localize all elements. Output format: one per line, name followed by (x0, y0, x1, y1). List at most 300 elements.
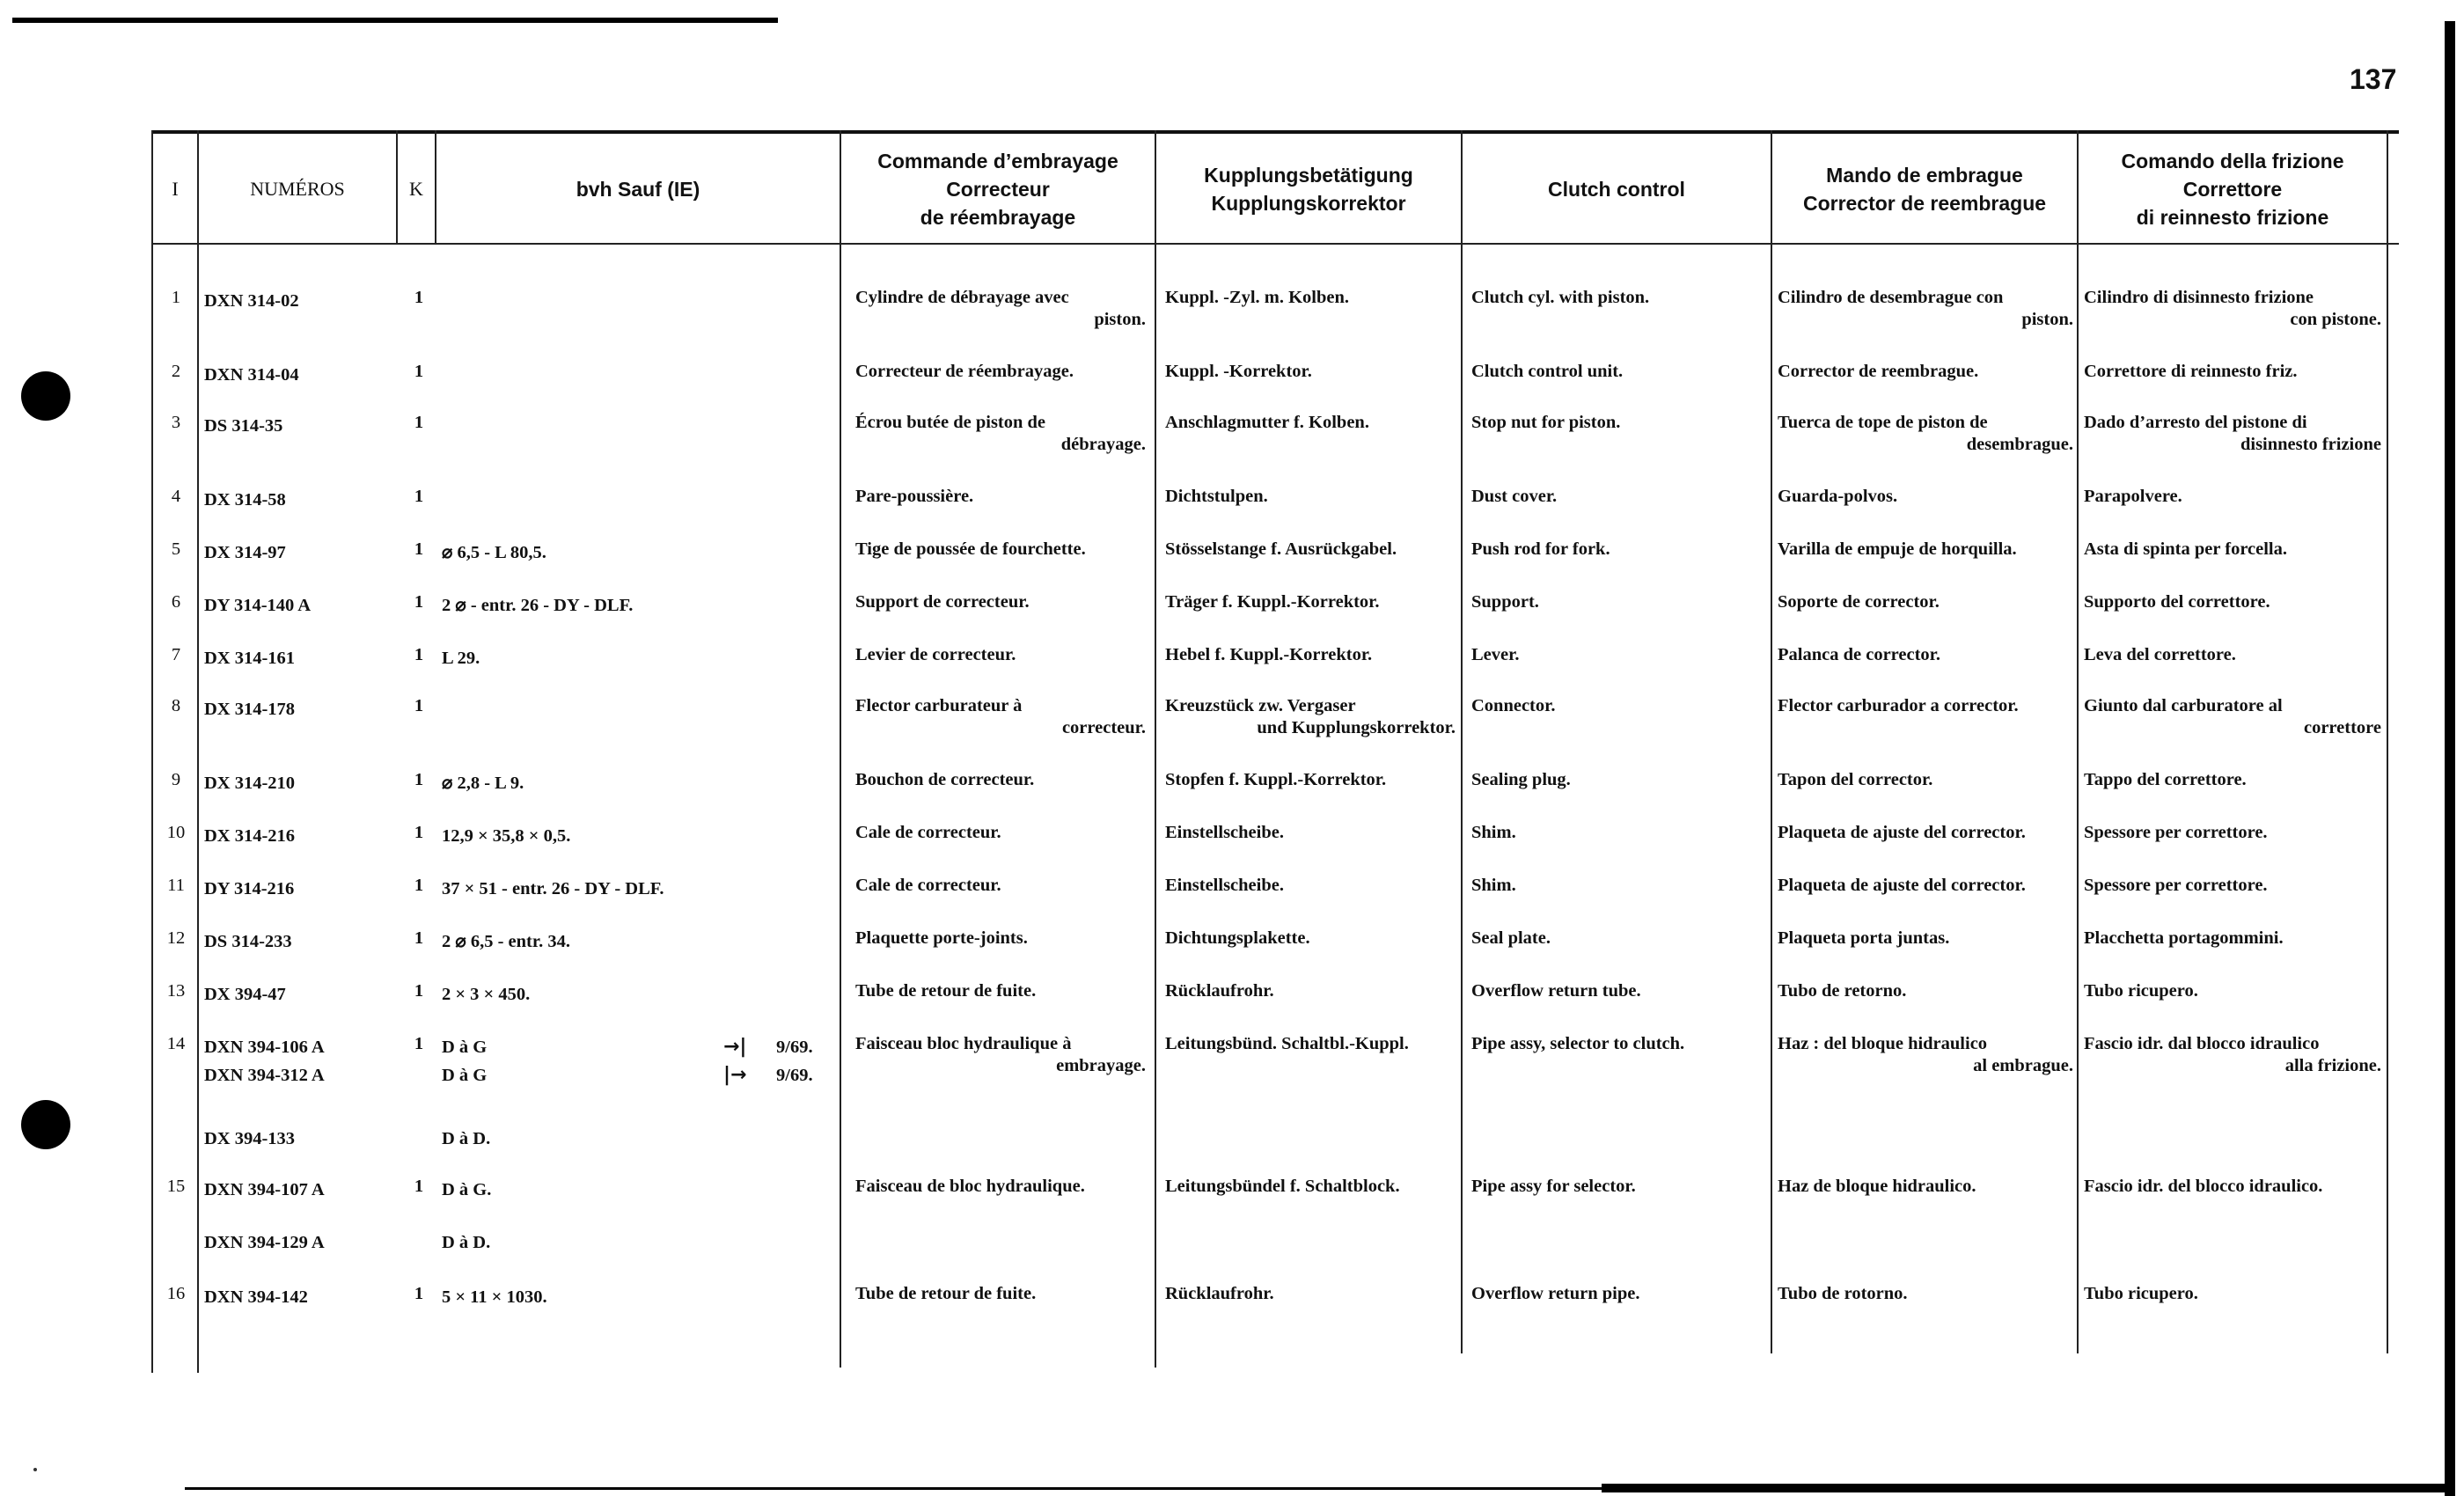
description-fr (855, 591, 1146, 613)
description-it (2084, 980, 2381, 1002)
description-it (2084, 539, 2381, 561)
description-de (1165, 980, 1456, 1002)
description-line: Faisceau bloc hydraulique à (855, 1034, 1072, 1053)
row-index: 15 (166, 1177, 186, 1196)
description-de (1165, 1176, 1456, 1198)
row-index: 10 (166, 823, 186, 842)
header-separator (151, 243, 2399, 245)
description-line: piston. (2021, 310, 2073, 329)
description-line: Stop nut for piston. (1471, 413, 1621, 432)
description-line: Support. (1471, 592, 1539, 612)
quantity-k: 1 (414, 413, 424, 432)
description-line: und Kupplungskorrektor. (1257, 718, 1456, 737)
bvh-spec-cell (442, 769, 829, 797)
description-line: Bouchon de correcteur. (855, 770, 1035, 789)
description-line: Overflow return pipe. (1471, 1284, 1640, 1303)
bvh-spec-cell (442, 644, 829, 672)
description-line: Soporte de corrector. (1778, 592, 1940, 612)
part-number-cell (204, 695, 389, 723)
description-fr (855, 695, 1146, 739)
row-index: 11 (167, 876, 185, 895)
part-number-cell (204, 361, 389, 389)
row-index: 5 (171, 539, 181, 559)
quantity-k: 1 (414, 1034, 424, 1053)
description-line: Pipe assy for selector. (1471, 1177, 1636, 1196)
description-line: al embrague. (1973, 1056, 2073, 1075)
part-number-cell (204, 1228, 389, 1257)
description-fr (855, 980, 1146, 1002)
description-line: Dichtungsplakette. (1165, 928, 1310, 948)
row-index: 14 (166, 1034, 186, 1053)
bvh-spec: 2 ⌀ 6,5 - entr. 34. (442, 932, 570, 951)
bvh-spec-cell (442, 1176, 829, 1204)
description-de (1165, 361, 1456, 383)
description-es (1778, 1176, 2073, 1198)
description-es (1778, 822, 2073, 844)
bvh-spec: D à G. (442, 1180, 492, 1199)
description-fr (855, 1033, 1146, 1077)
bvh-spec: ⌀ 6,5 - L 80,5. (442, 543, 546, 562)
top-rule (12, 18, 778, 23)
page-number: 137 (2350, 63, 2397, 95)
description-line: Tuerca de tope de piston de (1778, 413, 1988, 432)
part-number: DY 314-216 (204, 879, 295, 898)
description-line: alla frizione. (2284, 1056, 2381, 1075)
date-change (723, 1033, 840, 1061)
quantity-k: 1 (414, 362, 424, 381)
description-fr (855, 769, 1146, 791)
header-italian: Comando della frizione Correttore di reinnesto frizione (2121, 150, 2344, 229)
quantity-k: 1 (414, 288, 424, 307)
date-value: 9/69. (776, 1038, 813, 1057)
description-line: Cale de correcteur. (855, 823, 1001, 842)
description-es (1778, 361, 2073, 383)
bvh-spec-cell (442, 1283, 829, 1311)
part-number-cell (204, 1176, 389, 1204)
description-line: Support de correcteur. (855, 592, 1030, 612)
description-line: Leitungsbündel f. Schaltblock. (1165, 1177, 1400, 1196)
description-de (1165, 875, 1456, 897)
row-index: 6 (171, 592, 181, 612)
description-es (1778, 1283, 2073, 1305)
description-line: Dust cover. (1471, 487, 1558, 506)
description-en (1471, 1283, 1762, 1305)
description-en (1471, 361, 1762, 383)
quantity-k: 1 (414, 823, 424, 842)
description-line: con pistone. (2290, 310, 2381, 329)
table-row (151, 361, 2399, 414)
description-line: Cale de correcteur. (855, 876, 1001, 895)
description-line: Träger f. Kuppl.-Korrektor. (1165, 592, 1380, 612)
description-line: Pipe assy, selector to clutch. (1471, 1034, 1685, 1053)
bvh-spec: ⌀ 2,8 - L 9. (442, 774, 524, 793)
description-it (2084, 1283, 2381, 1305)
header-numeros: NUMÉROS (250, 178, 345, 200)
part-number: DXN 314-04 (204, 365, 299, 385)
description-it (2084, 1176, 2381, 1198)
description-line: Plaquette porte-joints. (855, 928, 1028, 948)
part-number: DS 314-35 (204, 416, 283, 436)
part-number: DX 394-47 (204, 985, 286, 1004)
description-de (1165, 539, 1456, 561)
description-en (1471, 412, 1762, 434)
bvh-spec: D à D. (442, 1129, 491, 1148)
part-number-cell (204, 980, 389, 1008)
description-en (1471, 1033, 1762, 1055)
quantity-k: 1 (414, 592, 424, 612)
bvh-spec: D à G (442, 1066, 488, 1085)
description-line: Connector. (1471, 696, 1556, 715)
description-line: Shim. (1471, 876, 1516, 895)
description-en (1471, 591, 1762, 613)
description-de (1165, 412, 1456, 434)
description-line: Tige de poussée de fourchette. (855, 539, 1086, 559)
header-french: Commande d’embrayage Correcteur de réembrayage (877, 150, 1118, 229)
part-number: DX 394-133 (204, 1129, 296, 1148)
description-line: Push rod for fork. (1471, 539, 1610, 559)
description-fr (855, 875, 1146, 897)
description-line: Rücklaufrohr. (1165, 981, 1274, 1001)
quantity-k: 1 (414, 539, 424, 559)
right-edge-bar (2445, 21, 2455, 1496)
part-number: DY 314-140 A (204, 596, 312, 615)
part-number: DXN 394-312 A (204, 1066, 325, 1085)
description-line: Spessore per correttore. (2084, 876, 2268, 895)
description-line: Levier de correcteur. (855, 645, 1016, 664)
table-row (151, 769, 2399, 822)
description-es (1778, 412, 2073, 456)
description-de (1165, 486, 1456, 508)
description-line: Dado d’arresto del pistone di (2084, 413, 2307, 432)
row-index: 7 (171, 645, 181, 664)
bvh-spec: 2 × 3 × 450. (442, 985, 531, 1004)
description-en (1471, 928, 1762, 950)
description-es (1778, 287, 2073, 331)
description-it (2084, 287, 2381, 331)
bvh-spec: D à G (442, 1038, 488, 1057)
part-number: DXN 314-02 (204, 291, 299, 311)
description-de (1165, 822, 1456, 844)
description-line: Haz de bloque hidraulico. (1778, 1177, 1976, 1196)
table-row (151, 287, 2399, 340)
description-it (2084, 695, 2381, 739)
part-number-cell (204, 769, 389, 797)
part-number-cell (204, 412, 389, 440)
part-number: DX 314-178 (204, 700, 296, 719)
description-line: embrayage. (1056, 1056, 1146, 1075)
description-line: Clutch control unit. (1471, 362, 1624, 381)
description-es (1778, 769, 2073, 791)
description-de (1165, 695, 1456, 739)
description-it (2084, 591, 2381, 613)
bvh-spec-cell (442, 1125, 829, 1153)
bvh-spec: 5 × 11 × 1030. (442, 1287, 547, 1307)
description-line: Anschlagmutter f. Kolben. (1165, 413, 1369, 432)
description-line: Tubo ricupero. (2084, 981, 2198, 1001)
part-number: DXN 394-142 (204, 1287, 308, 1307)
description-it (2084, 486, 2381, 508)
description-line: Fascio idr. dal blocco idraulico (2084, 1034, 2320, 1053)
part-number: DX 314-58 (204, 490, 286, 510)
description-line: Faisceau de bloc hydraulique. (855, 1177, 1085, 1196)
part-number-cell (204, 591, 389, 620)
description-en (1471, 486, 1762, 508)
part-number: DX 314-97 (204, 543, 286, 562)
description-es (1778, 695, 2073, 717)
description-en (1471, 695, 1762, 717)
table-row (151, 486, 2399, 539)
part-number-cell (204, 287, 389, 315)
description-line: débrayage. (1060, 435, 1146, 454)
bvh-spec-cell (442, 980, 829, 1008)
quantity-k: 1 (414, 981, 424, 1001)
bvh-spec-cell (442, 1228, 829, 1257)
description-line: disinnesto frizione (2240, 435, 2381, 454)
header-german: Kupplungsbetätigung Kupplungskorrektor (1204, 164, 1413, 215)
table-row (151, 928, 2399, 980)
description-line: Kuppl. -Zyl. m. Kolben. (1165, 288, 1350, 307)
part-number-cell (204, 875, 389, 903)
description-line: Lever. (1471, 645, 1520, 664)
description-line: Giunto dal carburatore al (2084, 696, 2283, 715)
description-line: Palanca de corrector. (1778, 645, 1941, 664)
description-line: Pare-poussière. (855, 487, 974, 506)
header-k: K (409, 178, 423, 200)
description-line: Tubo de rotorno. (1778, 1284, 1908, 1303)
bvh-spec-cell (442, 822, 829, 850)
description-line: Tubo de retorno. (1778, 981, 1907, 1001)
part-number-cell (204, 822, 389, 850)
description-line: Spessore per correttore. (2084, 823, 2268, 842)
bvh-spec: 37 × 51 - entr. 26 - DY - DLF. (442, 879, 664, 898)
description-line: Placchetta portagommini. (2084, 928, 2284, 948)
table-row (151, 1283, 2399, 1336)
description-en (1471, 980, 1762, 1002)
bottom-rule (185, 1487, 1610, 1490)
bvh-spec-cell (442, 539, 829, 567)
description-line: Overflow return tube. (1471, 981, 1641, 1001)
table-row (151, 695, 2399, 748)
description-line: Supporto del correttore. (2084, 592, 2270, 612)
table-row (151, 1228, 2399, 1281)
description-line: Shim. (1471, 823, 1516, 842)
header-english: Clutch control (1548, 178, 1685, 201)
description-de (1165, 928, 1456, 950)
part-number: DS 314-233 (204, 932, 292, 951)
description-it (2084, 1033, 2381, 1077)
description-es (1778, 486, 2073, 508)
header-index: I (172, 178, 179, 200)
description-line: Clutch cyl. with piston. (1471, 288, 1650, 307)
description-line: Dichtstulpen. (1165, 487, 1268, 506)
description-line: Tube de retour de fuite. (855, 1284, 1037, 1303)
description-fr (855, 644, 1146, 666)
table-row (151, 875, 2399, 928)
row-index: 3 (171, 413, 181, 432)
description-line: Tapon del corrector. (1778, 770, 1933, 789)
description-en (1471, 644, 1762, 666)
row-index: 12 (166, 928, 186, 948)
row-index: 4 (171, 487, 181, 506)
description-line: Kuppl. -Korrektor. (1165, 362, 1312, 381)
header-spanish: Mando de embrague Corrector de reembrague (1802, 164, 2047, 215)
bvh-spec-cell (442, 591, 829, 620)
description-line: Correcteur de réembrayage. (855, 362, 1074, 381)
arrow-out-icon: |→ (723, 1064, 747, 1086)
description-fr (855, 412, 1146, 456)
description-line: Hebel f. Kuppl.-Korrektor. (1165, 645, 1373, 664)
description-line: piston. (1094, 310, 1146, 329)
part-number-cell (204, 1283, 389, 1311)
part-number-cell (204, 1125, 389, 1153)
bvh-spec: 2 ⌀ - entr. 26 - DY - DLF. (442, 596, 634, 615)
description-line: Cilindro de desembrague con (1778, 288, 2004, 307)
binder-hole-top (21, 371, 70, 421)
description-line: Kreuzstück zw. Vergaser (1165, 696, 1356, 715)
bvh-spec-cell (442, 875, 829, 903)
quantity-k: 1 (414, 1177, 424, 1196)
quantity-k: 1 (414, 876, 424, 895)
description-it (2084, 875, 2381, 897)
description-it (2084, 644, 2381, 666)
description-de (1165, 769, 1456, 791)
description-it (2084, 361, 2381, 383)
row-index: 2 (171, 362, 181, 381)
description-es (1778, 1033, 2073, 1077)
description-line: Stösselstange f. Ausrückgabel. (1165, 539, 1397, 559)
description-en (1471, 539, 1762, 561)
bvh-spec: D à D. (442, 1233, 491, 1252)
row-index: 13 (166, 981, 186, 1001)
description-it (2084, 822, 2381, 844)
part-number: DX 314-161 (204, 649, 296, 668)
description-es (1778, 644, 2073, 666)
row-index: 8 (171, 696, 181, 715)
description-line: Tubo ricupero. (2084, 1284, 2198, 1303)
description-fr (855, 287, 1146, 331)
description-line: correttore (2303, 718, 2381, 737)
quantity-k: 1 (414, 487, 424, 506)
description-line: Fascio idr. del blocco idraulico. (2084, 1177, 2323, 1196)
table-row (151, 822, 2399, 875)
description-line: Varilla de empuje de horquilla. (1778, 539, 2017, 559)
part-number: DXN 394-106 A (204, 1038, 325, 1057)
description-line: Plaqueta de ajuste del corrector. (1778, 876, 2026, 895)
part-number-cell (204, 539, 389, 567)
description-line: correcteur. (1061, 718, 1146, 737)
description-en (1471, 769, 1762, 791)
description-fr (855, 928, 1146, 950)
binder-hole-bottom (21, 1100, 70, 1149)
parts-table (151, 130, 2399, 1373)
row-index: 1 (171, 288, 181, 307)
quantity-k: 1 (414, 1284, 424, 1303)
description-line: Tappo del correttore. (2084, 770, 2247, 789)
bvh-spec-cell (442, 928, 829, 956)
description-fr (855, 1283, 1146, 1305)
description-line: Correttore di reinnesto friz. (2084, 362, 2298, 381)
description-line: Rücklaufrohr. (1165, 1284, 1274, 1303)
part-number: DX 314-216 (204, 826, 296, 846)
description-line: Cylindre de débrayage avec (855, 288, 1069, 307)
description-it (2084, 928, 2381, 950)
description-line: Leitungsbünd. Schaltbl.-Kuppl. (1165, 1034, 1409, 1053)
quantity-k: 1 (414, 645, 424, 664)
description-line: Einstellscheibe. (1165, 823, 1284, 842)
description-es (1778, 875, 2073, 897)
description-fr (855, 1176, 1146, 1198)
speck (33, 1468, 37, 1471)
description-en (1471, 822, 1762, 844)
row-index: 9 (171, 770, 181, 789)
description-de (1165, 591, 1456, 613)
description-line: Plaqueta de ajuste del corrector. (1778, 823, 2026, 842)
description-line: Flector carburateur à (855, 696, 1023, 715)
table-row (151, 539, 2399, 591)
table-row (151, 980, 2399, 1033)
description-line: Haz : del bloque hidraulico (1778, 1034, 1988, 1053)
description-fr (855, 822, 1146, 844)
description-it (2084, 412, 2381, 456)
quantity-k: 1 (414, 770, 424, 789)
description-en (1471, 875, 1762, 897)
description-line: Cilindro di disinnesto frizione (2084, 288, 2314, 307)
description-de (1165, 1283, 1456, 1305)
table-row (151, 412, 2399, 465)
table-row (151, 591, 2399, 644)
description-line: Guarda-polvos. (1778, 487, 1898, 506)
description-es (1778, 928, 2073, 950)
description-es (1778, 591, 2073, 613)
description-de (1165, 1033, 1456, 1055)
description-en (1471, 287, 1762, 309)
description-fr (855, 486, 1146, 508)
description-es (1778, 980, 2073, 1002)
part-number: DXN 394-129 A (204, 1233, 325, 1252)
description-line: Einstellscheibe. (1165, 876, 1284, 895)
description-line: Sealing plug. (1471, 770, 1571, 789)
description-it (2084, 769, 2381, 791)
row-index: 16 (166, 1284, 186, 1303)
bottom-edge-bar (1602, 1484, 2455, 1492)
description-line: desembrague. (1966, 435, 2073, 454)
description-line: Corrector de reembrague. (1778, 362, 1979, 381)
table-top-rule (151, 130, 2399, 134)
description-de (1165, 287, 1456, 309)
description-line: Plaqueta porta juntas. (1778, 928, 1950, 948)
bvh-spec: L 29. (442, 649, 480, 668)
part-number-cell (204, 644, 389, 672)
part-number-cell (204, 1033, 389, 1089)
table-row (151, 1176, 2399, 1228)
table-row (151, 1125, 2399, 1177)
description-line: Parapolvere. (2084, 487, 2182, 506)
description-line: Écrou butée de piston de (855, 413, 1046, 432)
description-fr (855, 539, 1146, 561)
part-number-cell (204, 928, 389, 956)
table-row (151, 644, 2399, 697)
description-fr (855, 361, 1146, 383)
date-value: 9/69. (776, 1066, 813, 1085)
bvh-spec: 12,9 × 35,8 × 0,5. (442, 826, 571, 846)
quantity-k: 1 (414, 928, 424, 948)
description-en (1471, 1176, 1762, 1198)
description-line: Tube de retour de fuite. (855, 981, 1037, 1001)
description-line: Asta di spinta per forcella. (2084, 539, 2288, 559)
part-number: DXN 394-107 A (204, 1180, 325, 1199)
arrow-in-icon: →| (723, 1036, 747, 1058)
part-number: DX 314-210 (204, 774, 296, 793)
